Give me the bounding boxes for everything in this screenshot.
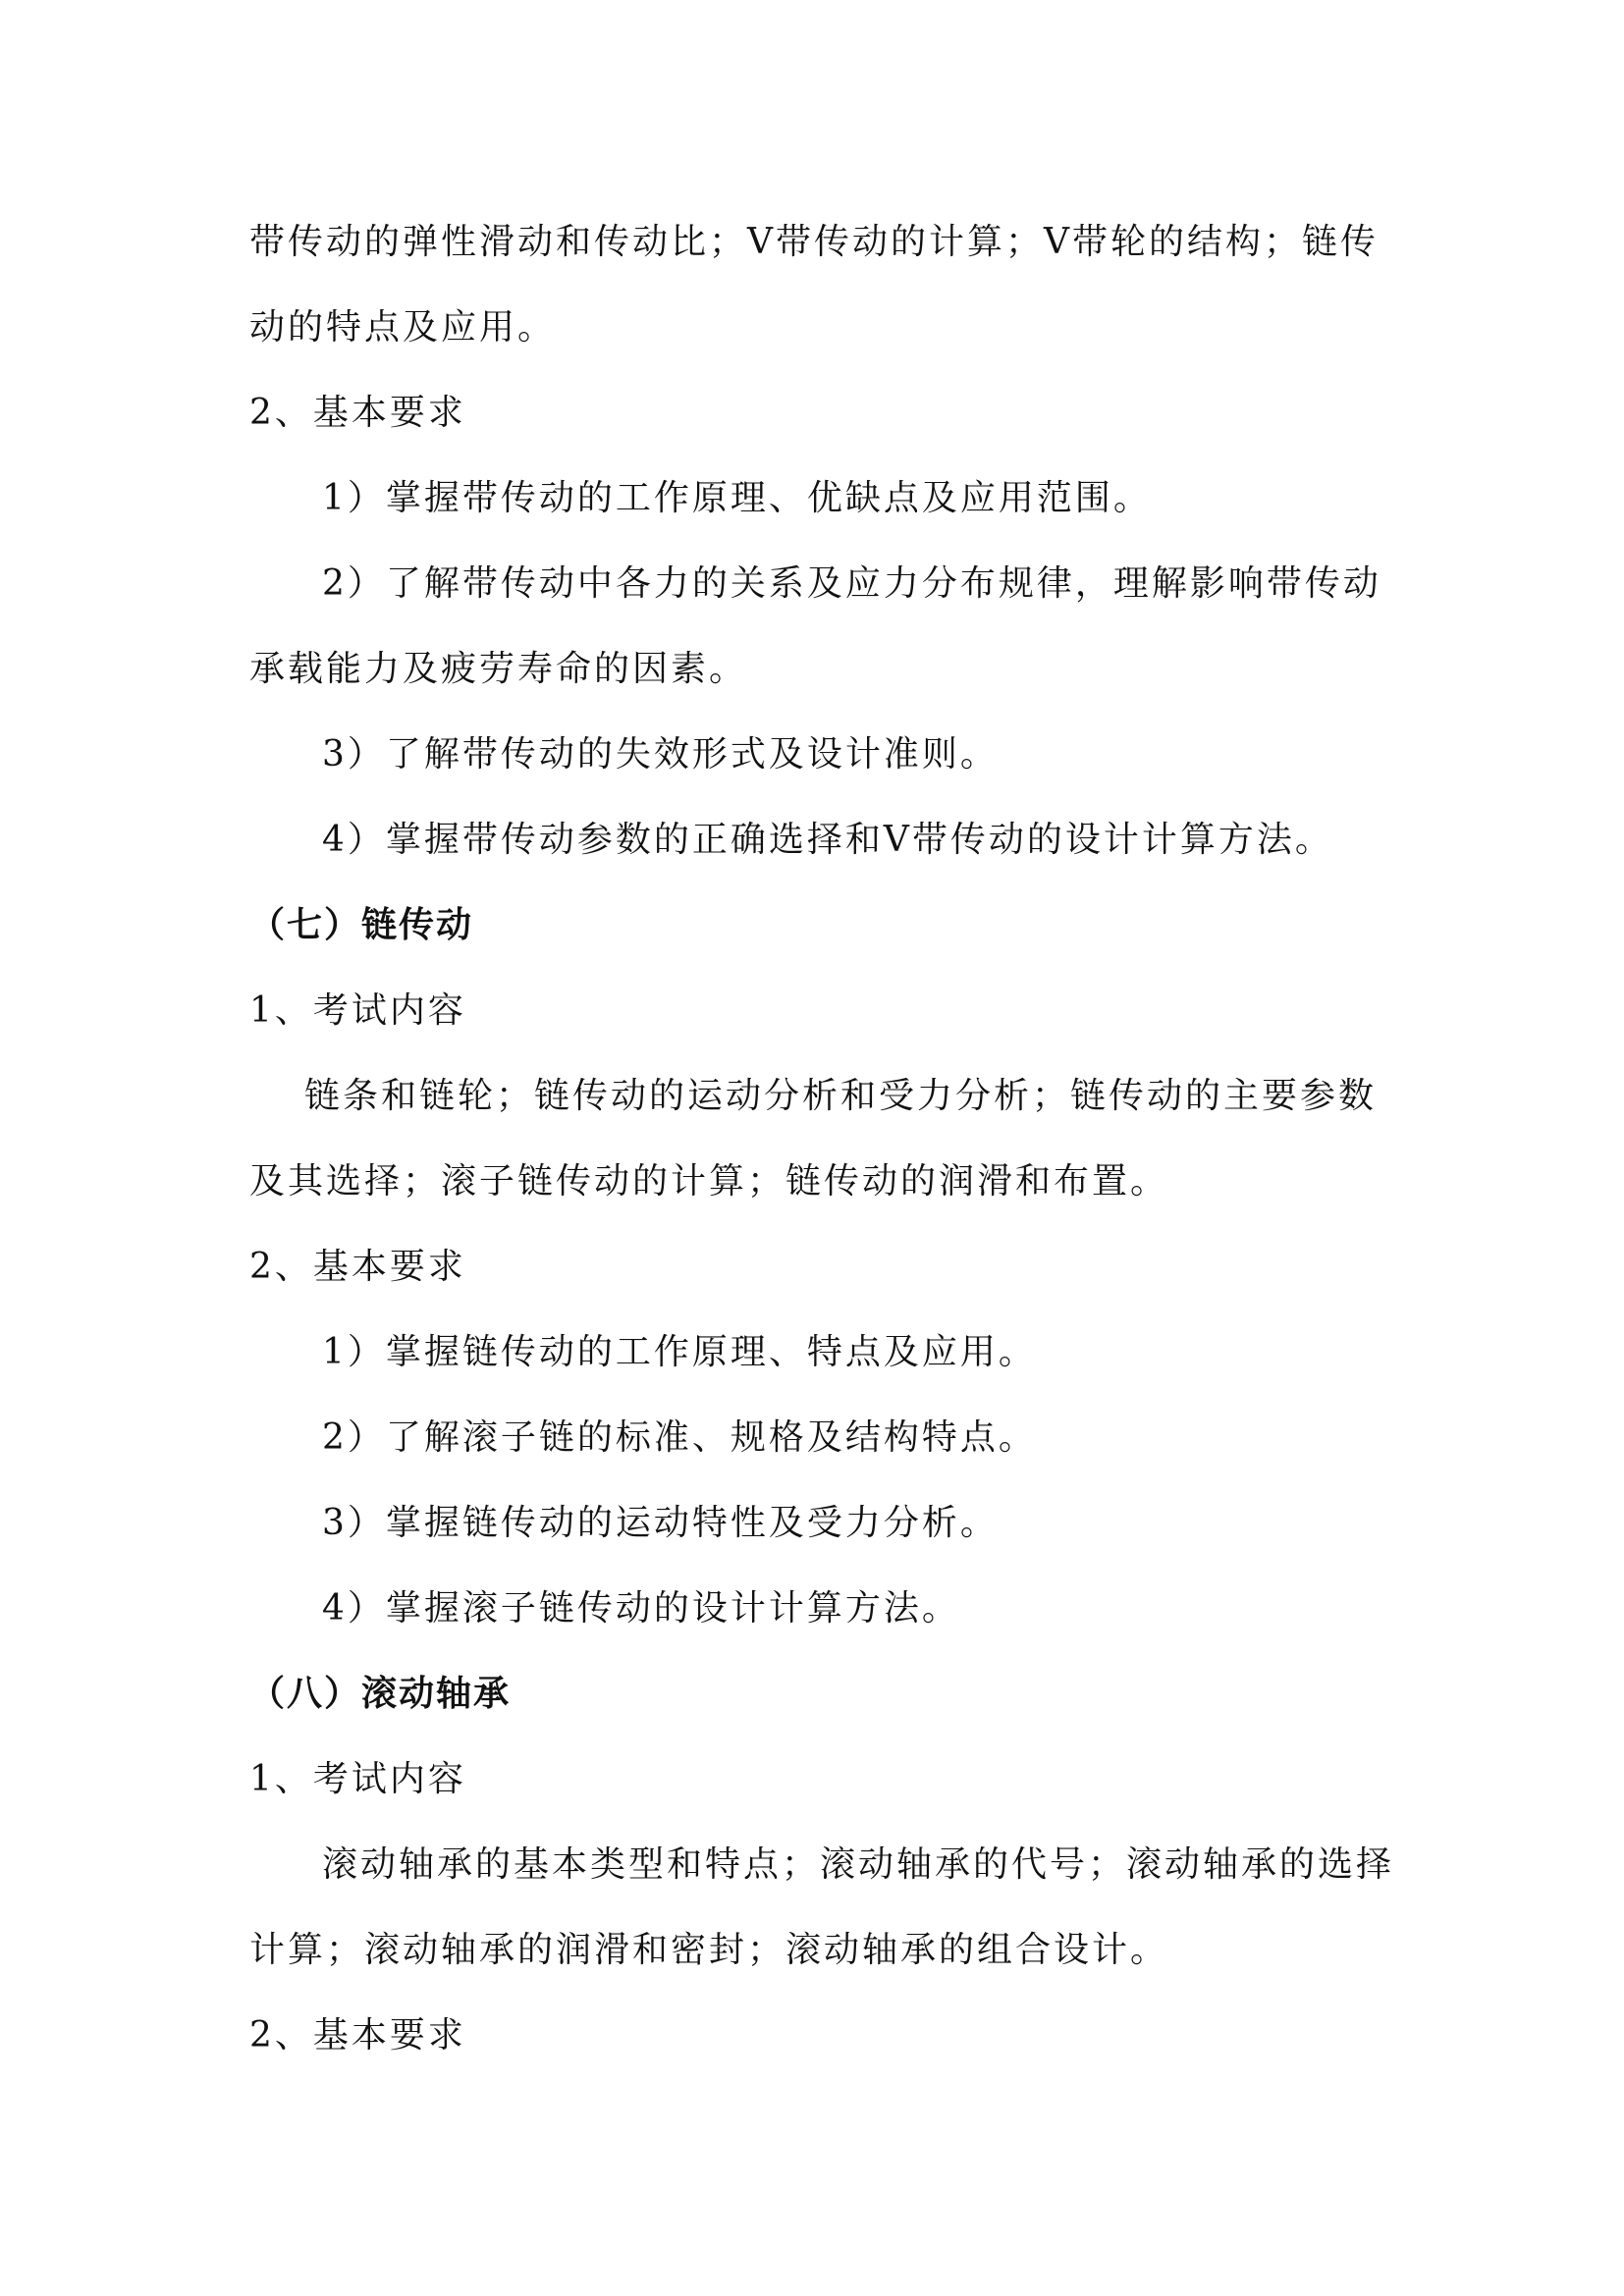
- content-paragraph-line: 计算；滚动轴承的润滑和密封；滚动轴承的组合设计。: [249, 1930, 1169, 1970]
- requirement-item: 2）了解滚子链的标准、规格及结构特点。: [322, 1417, 1037, 1458]
- requirement-item-continuation: 承载能力及疲劳寿命的因素。: [249, 649, 748, 689]
- requirement-item: 4）掌握滚子链传动的设计计算方法。: [322, 1588, 960, 1629]
- content-paragraph-line: 滚动轴承的基本类型和特点；滚动轴承的代号；滚动轴承的选择: [322, 1844, 1395, 1885]
- content-heading: 1、考试内容: [249, 990, 466, 1031]
- content-paragraph-line: 链条和链轮；链传动的运动分析和受力分析；链传动的主要参数: [304, 1076, 1378, 1116]
- requirement-item: 3）掌握链传动的运动特性及受力分析。: [322, 1503, 999, 1543]
- requirements-heading: 2、基本要求: [249, 2015, 466, 2056]
- chapter-title: （八）滚动轴承: [249, 1674, 512, 1714]
- content-heading: 1、考试内容: [249, 1759, 466, 1799]
- requirement-item: 2）了解带传动中各力的关系及应力分布规律，理解影响带传动: [322, 563, 1381, 604]
- requirements-heading: 2、基本要求: [249, 1247, 466, 1287]
- paragraph-line: 动的特点及应用。: [249, 307, 557, 347]
- requirements-heading: 2、基本要求: [249, 393, 466, 433]
- requirement-item: 1）掌握带传动的工作原理、优缺点及应用范围。: [322, 478, 1152, 518]
- requirement-item: 3）了解带传动的失效形式及设计准则。: [322, 734, 999, 774]
- paragraph-line: 带传动的弹性滑动和传动比；V带传动的计算；V带轮的结构；链传: [249, 222, 1379, 262]
- requirement-item: 1）掌握链传动的工作原理、特点及应用。: [322, 1332, 1037, 1372]
- chapter-title: （七）链传动: [249, 905, 474, 945]
- content-paragraph-line: 及其选择；滚子链传动的计算；链传动的润滑和布置。: [249, 1161, 1169, 1201]
- requirement-item: 4）掌握带传动参数的正确选择和V带传动的设计计算方法。: [322, 820, 1333, 860]
